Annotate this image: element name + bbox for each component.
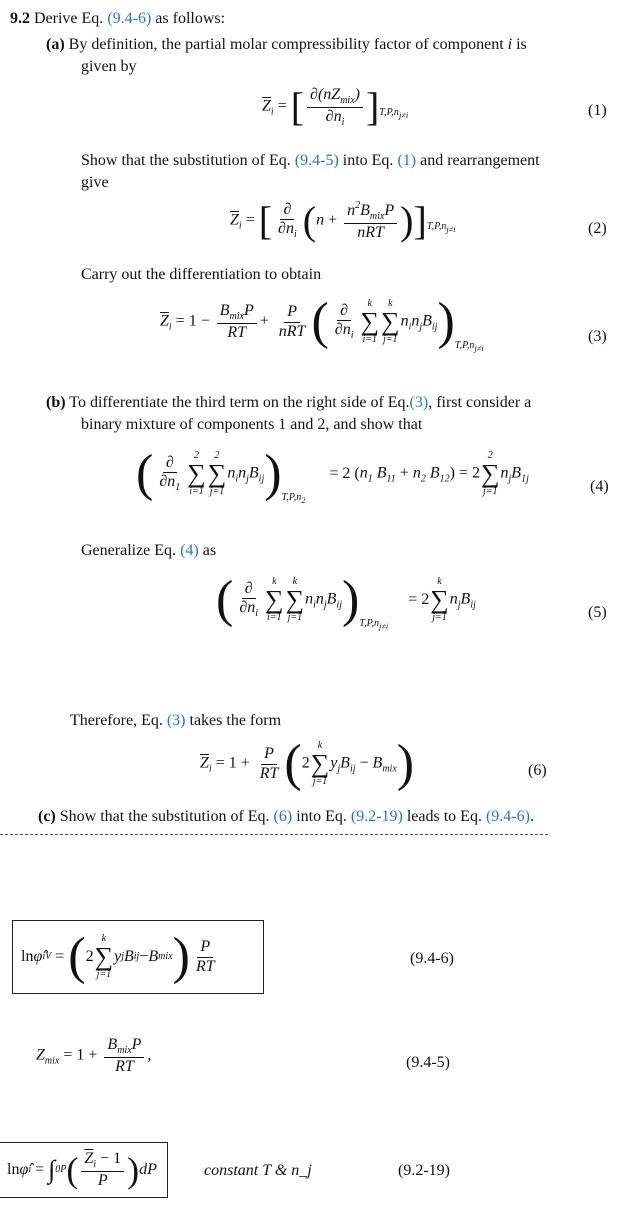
equation-9-2-19: ln φ̂ i = ∫ 0 P ( $\frac{\overline{Z}_i - 1}{P}$ ) dP xyxy=(0,1142,168,1198)
part-a-text2: given by xyxy=(81,58,137,75)
equation-5: ( $\frac{\partial}{\partial n_i}$ k ∑ i=1 k ∑ j=1 $n_in_jB_{ij})_{T,P,n_{j\ne i}} = 2$ k ∑ j=1 $n_jB_{ij}$ xyxy=(216,571,476,631)
equation-3: $\overline{Z}_i = 1$ − $\frac{B_{mix}P}{RT}$ + $\frac{P}{\text{nRT}}$ ( $\frac{\partial}{\partial n_i}$ k ∑ i=1 k ∑ j=1 $n_in_jB_{ij})_{T,P,n_{j\ne i}}$ xyxy=(160,293,484,353)
therefore-text: Therefore, Eq. xyxy=(70,712,163,729)
eq-number-5: (5) xyxy=(588,604,607,621)
part-c-text xyxy=(38,806,534,828)
part-a-show xyxy=(81,150,621,172)
ref-eq3-b[interactable]: (3) xyxy=(166,712,186,729)
eq-number-9-4-6: (9.4-6) xyxy=(410,950,454,967)
part-a-text1: By definition, the partial molar compressibility factor of component xyxy=(68,36,504,53)
therefore-tail: takes the form xyxy=(189,712,282,729)
eq-number-9-4-5: (9.4-5) xyxy=(406,1054,450,1071)
ref-9-4-6-c[interactable]: (9.4-6) xyxy=(485,808,530,825)
ref-eq3[interactable]: (3) xyxy=(409,394,429,411)
part-b-generalize xyxy=(81,540,216,562)
problem-intro: Derive Eq. xyxy=(34,10,104,27)
part-b-text1-tail: , first consider a xyxy=(428,394,532,411)
part-a-label: (a) xyxy=(46,36,65,53)
part-c-tail: leads to Eq. xyxy=(406,808,482,825)
cutoff-divider xyxy=(0,834,548,835)
part-b-text1: To differentiate the third term on the right side of Eq. xyxy=(69,394,410,411)
part-a-show2: give xyxy=(81,174,109,191)
part-b-text2: binary mixture of components 1 and 2, and show that xyxy=(81,416,423,433)
show1-mid: into Eq. xyxy=(342,152,394,169)
ref-9-4-5[interactable]: (9.4-5) xyxy=(294,152,339,169)
part-a-carry: Carry out the differentiation to obtain xyxy=(81,266,322,283)
problem-heading xyxy=(10,8,225,30)
show1-text: Show that the substitution of Eq. xyxy=(81,152,291,169)
part-a-text1-tail: is xyxy=(516,36,527,53)
part-c-mid: into Eq. xyxy=(296,808,347,825)
equation-6: $\overline{Z}_i = 1$ + $\frac{P}{RT}$ (2 k ∑ j=1 $y_jB_{ij} - B_{mix}$) xyxy=(200,735,415,792)
generalize-text: Generalize Eq. xyxy=(81,542,177,559)
ref-eq4[interactable]: (4) xyxy=(180,542,199,559)
eq-number-1: (1) xyxy=(588,102,607,119)
equation-9-4-5: $Z_{mix} = 1$ + $\frac{B_{mix}P}{RT}$ , xyxy=(36,1036,152,1075)
eq-number-9-2-19: (9.2-19) xyxy=(398,1162,450,1179)
eq-number-6: (6) xyxy=(528,762,547,779)
equation-4: ( $\frac{\partial}{\partial n_1}$ 2 ∑ i=1 2 ∑ j=1 $n_in_jB_{ij})_{T,P,n_2} = 2$ ($n_1$ $B_{11} + n_2$ $B_{12}) = 2$ 2 ∑ j=1 $n_jB_{1j}$ xyxy=(136,445,529,505)
eq-number-4: (4) xyxy=(590,478,609,495)
problem-number: 9.2 xyxy=(10,10,30,27)
eq-number-3: (3) xyxy=(588,328,607,345)
part-c-end: . xyxy=(529,808,534,825)
part-b-text xyxy=(46,392,616,414)
ref-eq1[interactable]: (1) xyxy=(397,152,417,169)
eq-9-2-19-condition: constant T & n_j xyxy=(204,1162,312,1179)
part-b-label: (b) xyxy=(46,394,66,411)
ref-eq6[interactable]: (6) xyxy=(273,808,293,825)
component-var: i xyxy=(507,36,513,53)
equation-1: $\overline{Z}_i$ = [ $\frac{\partial(nZ_{mix})}{\partial n_i}$ ]$_{T,P,n_{j\ne i}}$ xyxy=(262,84,409,129)
part-c-label: (c) xyxy=(38,808,56,825)
equation-9-4-6: ln φ̂ i V = ( 2 k ∑ j=1 y j B ij − B mix ) $\frac{P}{RT}$ xyxy=(12,920,264,994)
part-a-text xyxy=(46,34,616,56)
part-c-text1: Show that the substitution of Eq. xyxy=(59,808,270,825)
eq-number-2: (2) xyxy=(588,220,607,237)
show1-tail: and rearrangement xyxy=(420,152,540,169)
ref-9-2-19[interactable]: (9.2-19) xyxy=(350,808,403,825)
equation-2: $\overline{Z}_i$ = [ $\frac{\partial}{\partial n_i}$ (n + $\frac{n^2B_{mix}P}{\text{nRT}}$ )]$_{T,P,n_{j\ne i}}$ xyxy=(230,197,456,243)
generalize-tail: as xyxy=(202,542,217,559)
ref-9-4-6[interactable]: (9.4-6) xyxy=(107,10,152,27)
problem-intro-tail: as follows: xyxy=(155,10,226,27)
part-b-therefore xyxy=(70,710,281,732)
